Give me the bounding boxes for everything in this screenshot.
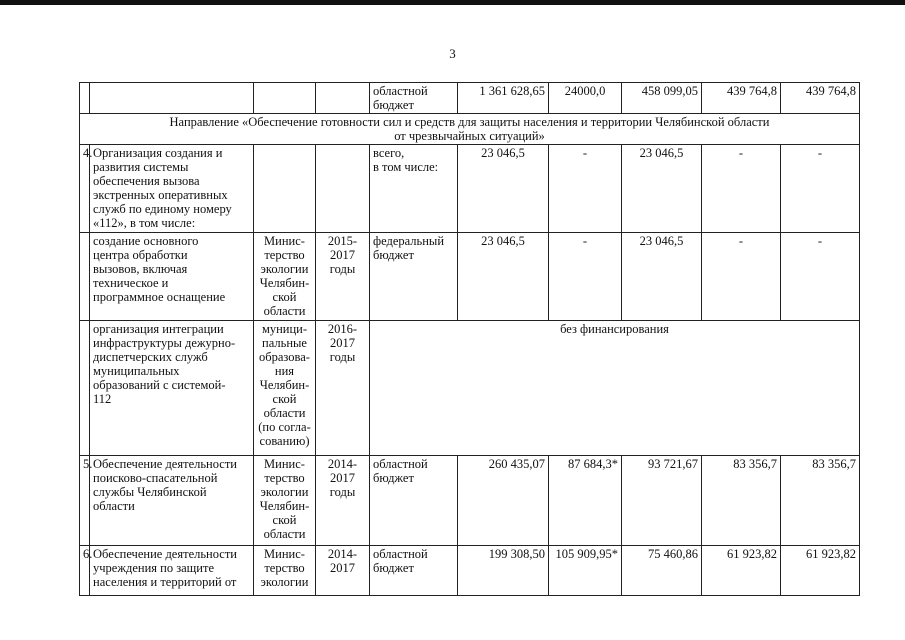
cell-source: областной бюджет <box>370 83 458 114</box>
cell-source: всего, в том числе: <box>370 145 458 233</box>
cell-source: областной бюджет <box>370 456 458 546</box>
cell-2014: 24000,0 <box>549 83 622 114</box>
cell-2015: 23 046,5 <box>622 233 702 321</box>
table-row <box>80 321 860 456</box>
cell-total: 199 308,50 <box>458 546 549 596</box>
cell-executor: муници- пальные образова- ния Челябин- ской области (по согла- сованию) <box>254 321 316 456</box>
table-row <box>80 83 860 114</box>
page-number: 3 <box>449 46 456 61</box>
cell-num <box>80 321 90 456</box>
cell-2016: 83 356,7 <box>702 456 781 546</box>
table-row <box>80 546 860 596</box>
cell-source: федеральный бюджет <box>370 233 458 321</box>
cell-period <box>316 145 370 233</box>
cell-source: областной бюджет <box>370 546 458 596</box>
cell-num: 6. <box>80 546 90 596</box>
scan-top-edge <box>0 0 905 5</box>
cell-2015: 23 046,5 <box>622 145 702 233</box>
cell-executor: Минис- терство экологии Челябин- ской области <box>254 456 316 546</box>
cell-2016: 61 923,82 <box>702 546 781 596</box>
section-heading: Направление «Обеспечение готовности сил и средств для защиты населения и территории Челябинской области от чрезвычайных ситуаций» <box>80 114 860 145</box>
table-row <box>80 456 860 546</box>
cell-executor <box>254 145 316 233</box>
cell-name: Обеспечение деятельности поисково-спасательной службы Челябинской области <box>90 456 254 546</box>
cell-2015: 93 721,67 <box>622 456 702 546</box>
cell-period: 2015- 2017 годы <box>316 233 370 321</box>
cell-2017: 439 764,8 <box>781 83 860 114</box>
cell-2014: 105 909,95* <box>549 546 622 596</box>
cell-2014: 87 684,3* <box>549 456 622 546</box>
cell-2015: 458 099,05 <box>622 83 702 114</box>
no-funding-cell: без финансирования <box>370 321 860 456</box>
cell-executor <box>254 83 316 114</box>
cell-2017: - <box>781 233 860 321</box>
cell-2017: 83 356,7 <box>781 456 860 546</box>
cell-2017: - <box>781 145 860 233</box>
cell-executor: Минис- терство экологии Челябин- ской области <box>254 233 316 321</box>
cell-name: Организация создания и развития системы обеспечения вызова экстренных оперативных служб по единому номеру «112», в том числе: <box>90 145 254 233</box>
cell-num <box>80 233 90 321</box>
cell-2016: - <box>702 233 781 321</box>
cell-num: 4. <box>80 145 90 233</box>
table-row <box>80 145 860 233</box>
cell-num: 5. <box>80 456 90 546</box>
cell-2014: - <box>549 145 622 233</box>
cell-total: 1 361 628,65 <box>458 83 549 114</box>
cell-total: 260 435,07 <box>458 456 549 546</box>
cell-2014: - <box>549 233 622 321</box>
cell-period <box>316 83 370 114</box>
cell-total: 23 046,5 <box>458 145 549 233</box>
cell-period: 2014- 2017 годы <box>316 456 370 546</box>
cell-2015: 75 460,86 <box>622 546 702 596</box>
section-heading-row <box>80 114 860 145</box>
cell-name: Обеспечение деятельности учреждения по защите населения и территорий от <box>90 546 254 596</box>
cell-period: 2016- 2017 годы <box>316 321 370 456</box>
cell-2016: - <box>702 145 781 233</box>
table-row <box>80 233 860 321</box>
cell-num <box>80 83 90 114</box>
program-activities-table <box>79 82 860 596</box>
cell-name <box>90 83 254 114</box>
cell-name: организация интеграции инфраструктуры дежурно- диспетчерских служб муниципальных образований с системой- 112 <box>90 321 254 456</box>
cell-2016: 439 764,8 <box>702 83 781 114</box>
cell-executor: Минис- терство экологии <box>254 546 316 596</box>
cell-name: создание основного центра обработки вызовов, включая техническое и программное оснащение <box>90 233 254 321</box>
cell-total: 23 046,5 <box>458 233 549 321</box>
cell-period: 2014- 2017 <box>316 546 370 596</box>
cell-2017: 61 923,82 <box>781 546 860 596</box>
